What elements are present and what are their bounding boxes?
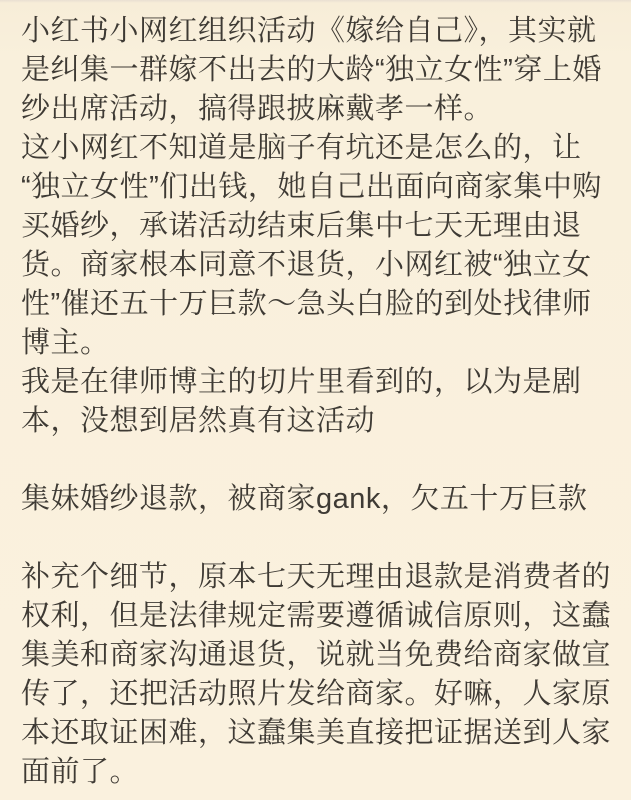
text-line (21, 441, 615, 480)
text-line: 货。商家根本同意不退货，小网红被“独立女 (21, 249, 592, 281)
text-line: 买婚纱，承诺活动结束后集中七天无理由退 (21, 210, 582, 242)
text-line: 传了，还把活动照片发给商家。好嘛，人家原 (21, 678, 612, 710)
text-line: 补充个细节，原本七天无理由退款是消费者的 (21, 561, 612, 593)
text-line: 纱出席活动，搞得跟披麻戴孝一样。 (21, 93, 494, 125)
text-line: 本还取证困难，这蠢集美直接把证据送到人家 (21, 717, 612, 749)
text-line: 小红书小网红组织活动《嫁给自己》，其实就 (21, 15, 597, 47)
text-line: 集妹婚纱退款，被商家gank，欠五十万巨款 (21, 483, 588, 515)
text-line: 这小网红不知道是脑子有坑还是怎么的，让 (21, 132, 582, 164)
text-line: 博主。 (21, 327, 110, 359)
text-line: 性”催还五十万巨款～急头白脸的到处找律师 (21, 288, 592, 320)
text-line: 本，没想到居然真有这活动 (21, 405, 376, 437)
text-line: “独立女性”们出钱，她自己出面向商家集中购 (21, 171, 602, 203)
text-line: 权利，但是法律规定需要遵循诚信原则，这蠢 (21, 600, 612, 632)
post-body (21, 12, 615, 792)
text-line: 面前了。 (21, 756, 140, 788)
text-line: 我是在律师博主的切片里看到的，以为是剧 (21, 366, 582, 398)
text-line: 集美和商家沟通退货，说就当免费给商家做宣 (21, 639, 612, 671)
text-line: 是纠集一群嫁不出去的大龄“独立女性”穿上婚 (21, 54, 602, 86)
text-line (21, 519, 615, 558)
